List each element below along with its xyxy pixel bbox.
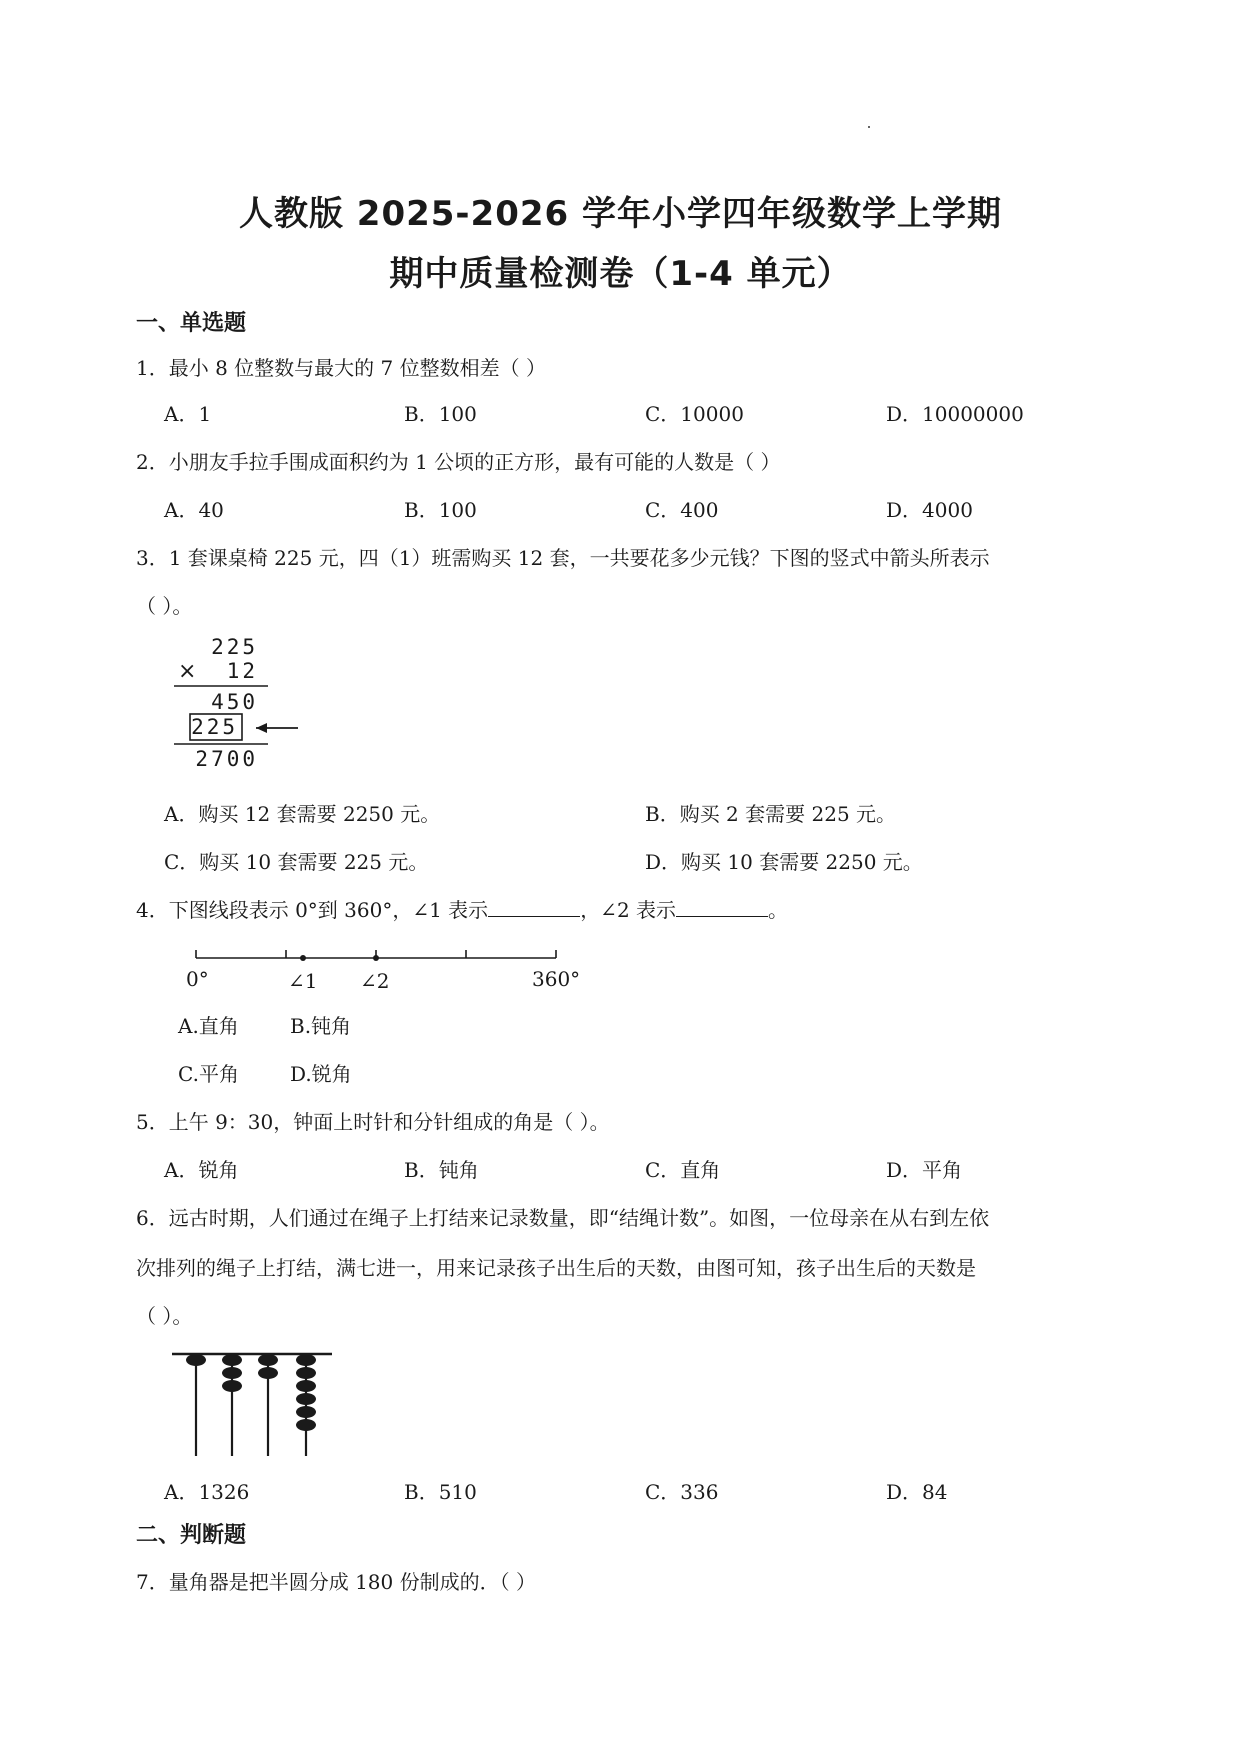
calc-partial-1: 450 [211, 690, 258, 714]
question-2: 2．小朋友手拉手围成面积约为 1 公顷的正方形，最有可能的人数是（ ） [136, 450, 781, 474]
knot [222, 1380, 242, 1392]
q4-text-c: 。 [768, 898, 789, 922]
q1-option-d: D．10000000 [886, 402, 1024, 426]
label-360-degree: 360° [532, 967, 581, 991]
question-5: 5．上午 9：30，钟面上时针和分针组成的角是（ ）。 [136, 1110, 610, 1134]
q3-option-c: C．购买 10 套需要 225 元。 [164, 850, 429, 874]
q4-option-d: D.锐角 [290, 1062, 352, 1086]
calc-multiplicand: 225 [211, 635, 258, 659]
q4-text-a: 4．下图线段表示 0°到 360°，∠1 表示 [136, 898, 489, 922]
calc-result: 2700 [195, 747, 258, 771]
q2-option-d: D．4000 [886, 498, 973, 522]
knot [296, 1406, 316, 1418]
knot [258, 1354, 278, 1366]
knot [222, 1354, 242, 1366]
q3-option-a: A．购买 12 套需要 2250 元。 [164, 802, 441, 826]
calc-times-sign: × [178, 659, 197, 684]
question-1: 1．最小 8 位整数与最大的 7 位整数相差（ ） [136, 356, 546, 380]
question-3-line-1: 3．1 套课桌椅 225 元，四（1）班需购买 12 套，一共要花多少元钱？下图的竖式中箭头所表示 [136, 546, 990, 570]
label-angle-1: ∠1 [288, 969, 318, 993]
section-heading-true-false: 二、判断题 [136, 1523, 247, 1548]
q2-option-b: B．100 [404, 498, 477, 522]
q4-option-c: C.平角 [178, 1062, 239, 1086]
title-line-1: 人教版 2025-2026 学年小学四年级数学上学期 [238, 194, 1003, 234]
q4-blank-2 [676, 898, 768, 917]
q3-option-b: B．购买 2 套需要 225 元。 [645, 802, 897, 826]
q6-option-a: A．1326 [164, 1480, 250, 1504]
question-6-line-1: 6．远古时期，人们通过在绳子上打结来记录数量，即“结绳计数”。如图，一位母亲在从右到左依 [136, 1206, 990, 1230]
q1-option-c: C．10000 [645, 402, 744, 426]
section-heading-single-choice: 一、单选题 [136, 311, 247, 336]
q1-option-b: B．100 [404, 402, 477, 426]
calc-partial-2: 225 [191, 715, 238, 739]
point-angle-2 [373, 955, 379, 961]
vertical-multiplication-figure [170, 632, 310, 772]
q4-text-b: ，∠2 表示 [580, 898, 677, 922]
q5-option-b: B．钝角 [404, 1158, 479, 1182]
q5-option-d: D．平角 [886, 1158, 963, 1182]
knot [186, 1354, 206, 1366]
point-angle-1 [300, 955, 306, 961]
title-line-2: 期中质量检测卷（1-4 单元） [389, 254, 852, 294]
question-7: 7．量角器是把半圆分成 180 份制成的．（ ） [136, 1570, 536, 1594]
q6-option-b: B．510 [404, 1480, 477, 1504]
question-3-line-2: （ ）。 [136, 594, 193, 618]
calc-multiplier: 12 [226, 659, 258, 683]
label-angle-2: ∠2 [360, 969, 390, 993]
question-6-line-2: 次排列的绳子上打结，满七进一，用来记录孩子出生后的天数，由图可知，孩子出生后的天数是 [136, 1256, 976, 1280]
q4-option-b: B.钝角 [290, 1014, 352, 1038]
knot [296, 1354, 316, 1366]
scan-speck [868, 126, 870, 128]
q2-option-c: C．400 [645, 498, 719, 522]
question-4 [136, 894, 788, 923]
knot [296, 1367, 316, 1379]
calc-arrow-head-icon [256, 723, 267, 733]
q6-option-c: C．336 [645, 1480, 719, 1504]
q5-option-a: A．锐角 [164, 1158, 239, 1182]
q2-option-a: A．40 [164, 498, 224, 522]
q3-option-d: D．购买 10 套需要 2250 元。 [645, 850, 923, 874]
q4-option-a: A.直角 [178, 1014, 239, 1038]
label-0-degree: 0° [186, 967, 209, 991]
knot [296, 1419, 316, 1431]
knot [296, 1393, 316, 1405]
q1-option-a: A．1 [164, 402, 212, 426]
angle-number-line [180, 942, 580, 1002]
knotted-rope-figure [170, 1348, 340, 1460]
question-6-line-3: （ ）。 [136, 1304, 193, 1328]
q5-option-c: C．直角 [645, 1158, 721, 1182]
q4-blank-1 [488, 898, 580, 917]
knot [222, 1367, 242, 1379]
knot [258, 1367, 278, 1379]
q6-option-d: D．84 [886, 1480, 948, 1504]
knot [296, 1380, 316, 1392]
